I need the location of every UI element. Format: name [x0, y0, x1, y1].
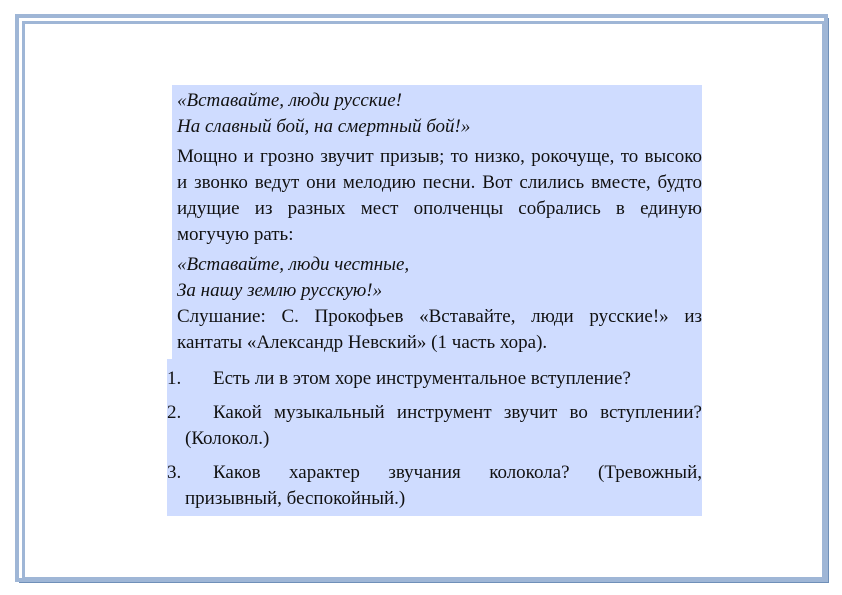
list-item-number: 2.	[167, 402, 182, 423]
quote-first-line1: «Вставайте, люди русские!	[177, 90, 403, 111]
text-block-upper	[172, 85, 702, 359]
quote-first-line2: На славный бой, на смертный бой!»	[177, 116, 471, 137]
quote-second-line2: За нашу землю русскую!»	[177, 280, 383, 301]
list-item	[167, 366, 702, 392]
listening-paragraph: Слушание: С. Прокофьев «Вставайте, люди русские!» из кантаты «Александр Невский» (1 часть хора).	[177, 306, 702, 353]
list-item-text: Каков характер звучания колокола? (Тревожный, призывный, беспокойный.)	[185, 462, 702, 509]
list-item-text: Есть ли в этом хоре инструментальное вступление?	[213, 368, 631, 389]
list-item	[167, 400, 702, 452]
questions-list	[167, 359, 702, 516]
quote-second-line1: «Вставайте, люди честные,	[177, 254, 410, 275]
description-paragraph: Мощно и грозно звучит призыв; то низко, рокочуще, то высоко и звонко ведут они мелодию песни. Вот слились вместе, будто идущие из разных мест ополченцы собрались в единую могучую рать:	[177, 146, 702, 245]
list-item-number: 3.	[167, 462, 182, 483]
quote-second	[177, 252, 702, 304]
list-item-text: Какой музыкальный инструмент звучит во вступлении? (Колокол.)	[185, 402, 702, 449]
list-item	[167, 460, 702, 512]
quote-first	[177, 88, 702, 140]
list-item-number: 1.	[167, 368, 182, 389]
